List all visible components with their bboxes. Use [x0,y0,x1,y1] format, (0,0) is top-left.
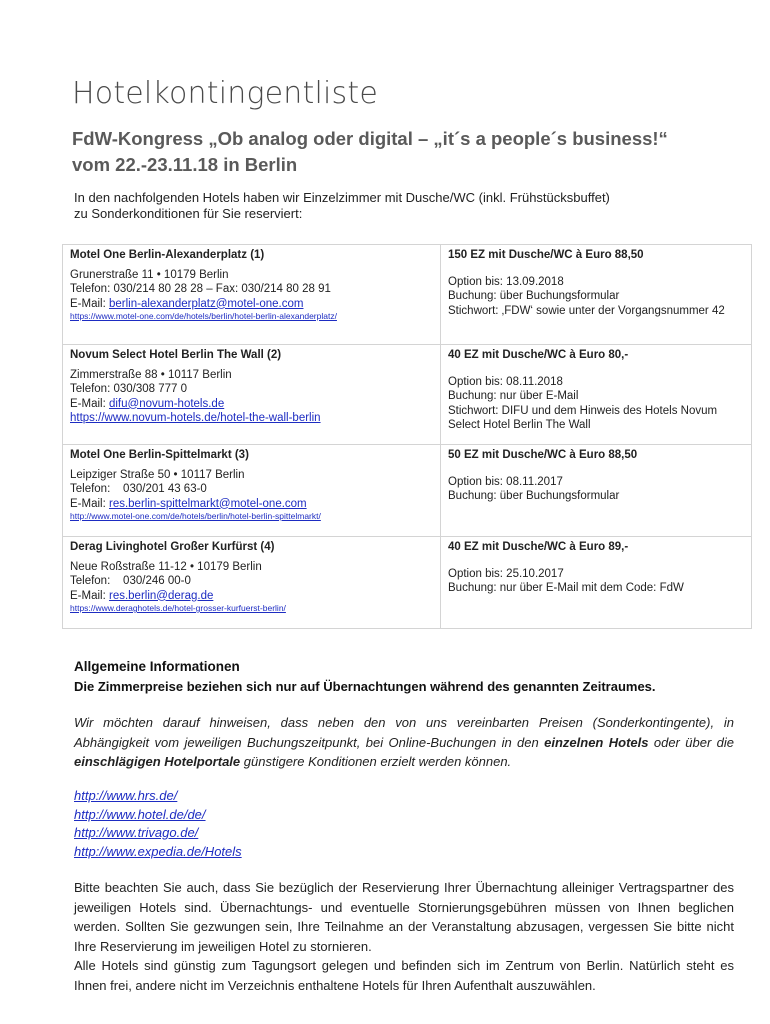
hotel-info-cell [63,345,441,445]
hotel-table [62,244,752,629]
hotel-email-link[interactable]: res.berlin@derag.de [108,589,214,602]
room-offer: 40 EZ mit Dusche/WC à Euro 89,- [448,541,629,553]
hotel-email-line [70,497,434,512]
room-offer: 150 EZ mit Dusche/WC à Euro 88,50 [448,249,644,261]
reservation-notes [74,878,734,995]
subtitle-line-1: FdW-Kongress „Ob analog oder digital – „it´s a people´s business!“ [72,128,668,149]
hotel-row [63,345,752,445]
hotel-rate-cell [441,345,752,445]
room-offer: 40 EZ mit Dusche/WC à Euro 80,- [448,349,629,361]
page-title: Hotelkontingentliste [72,76,379,111]
hotel-info-cell [63,537,441,629]
price-notice-emphasis-1: einzelnen Hotels [544,734,649,750]
option-date: Option bis: 08.11.2018 [448,375,563,388]
price-notice-text-2: oder über die [648,734,734,750]
price-notice-emphasis-2: einschlägigen Hotelportale [74,754,241,769]
booking-method: Buchung: nur über E-Mail mit dem Code: FdW [448,582,684,594]
hotel-email-line [70,589,434,604]
email-label: E-Mail: [70,589,109,602]
general-info-heading: Allgemeine Informationen [74,659,240,674]
email-label: E-Mail: [70,397,109,410]
hotel-website-link[interactable]: http://www.motel-one.com/de/hotels/berlin/hotel-berlin-spittelmarkt/ [70,511,321,521]
hotel-address: Neue Roßstraße 11-12 • 10179 Berlin [70,560,262,573]
booking-keyword: Stichwort: ‚FDW‘ sowie unter der Vorgangsnummer 42 [448,304,725,317]
hotel-info-cell [63,245,441,345]
hotel-phone: Telefon: 030/246 00-0 [70,575,191,587]
hotel-rate-cell [441,245,752,345]
subtitle-line-2: vom 22.-23.11.18 in Berlin [72,154,298,175]
location-paragraph: Alle Hotels sind günstig zum Tagungsort gelegen und befinden sich im Zentrum von Berlin. Natürlich steht es Ihnen frei, andere nicht im Verzeichnis enthaltene Hotels für Ihren Aufenthalt auszuwählen. [74,958,734,993]
hotel-name: Motel One Berlin-Alexanderplatz (1) [70,249,265,261]
price-notice-text-1: Wir möchten darauf hinweisen, dass neben den von uns vereinbarten Preisen (Sonderkontingente), in Abhängigkeit vom jeweiligen Buchungszeitpunkt, bei Online-Buchungen in den [74,715,734,750]
portal-link-expedia[interactable]: http://www.expedia.de/Hotels [74,843,242,859]
hotel-email-line [70,297,434,312]
event-subtitle [72,126,752,178]
hotel-name: Motel One Berlin-Spittelmarkt (3) [70,449,249,461]
hotel-website-link[interactable]: https://www.motel-one.com/de/hotels/berlin/hotel-berlin-alexanderplatz/ [70,311,337,321]
hotel-email-link[interactable]: difu@novum-hotels.de [108,397,225,410]
reservation-paragraph: Bitte beachten Sie auch, dass Sie bezüglich der Reservierung Ihrer Übernachtung alleiniger Vertragspartner des jeweiligen Hotels sind. Übernachtungs- und eventuelle Stornierungsgebühren müssen von Ihnen beglichen werden. Sollten Sie gezwungen sein, Ihre Teilnahme an der Veranstaltung abzusagen, vergessen Sie bitte nicht Ihre Reservierung im jeweiligen Hotel zu stornieren. [74,880,734,954]
general-info-subheading: Die Zimmerpreise beziehen sich nur auf Übernachtungen während des genannten Zeitraumes. [74,679,656,694]
hotel-name: Derag Livinghotel Großer Kurfürst (4) [70,541,275,553]
hotel-rate-cell [441,537,752,629]
price-notice-text-3: günstigere Konditionen erzielt werden können. [240,754,512,769]
hotel-email-line [70,397,434,412]
booking-method: Buchung: über Buchungsformular [448,490,620,502]
booking-method: Buchung: nur über E-Mail [448,390,579,402]
hotel-row [63,537,752,629]
hotel-email-link[interactable]: res.berlin-spittelmarkt@motel-one.com [108,497,307,510]
portal-link-hrs[interactable]: http://www.hrs.de/ [74,788,178,803]
room-offer: 50 EZ mit Dusche/WC à Euro 88,50 [448,449,638,461]
portal-link-trivago[interactable]: http://www.trivago.de/ [74,825,199,841]
option-date: Option bis: 25.10.2017 [448,567,564,580]
intro-text [74,190,754,222]
intro-line-1: In den nachfolgenden Hotels haben wir Einzelzimmer mit Dusche/WC (inkl. Frühstücksbuffet) [74,190,610,205]
hotel-email-link[interactable]: berlin-alexanderplatz@motel-one.com [108,297,304,310]
hotel-website-link[interactable]: https://www.deraghotels.de/hotel-grosser-kurfuerst-berlin/ [70,603,286,613]
booking-keyword: Stichwort: DIFU und dem Hinweis des Hotels Novum Select Hotel Berlin The Wall [448,404,718,431]
email-label: E-Mail: [70,497,109,510]
option-date: Option bis: 13.09.2018 [448,275,564,288]
hotel-row [63,245,752,345]
hotel-rate-cell [441,445,752,537]
hotel-info-cell [63,445,441,537]
price-notice-paragraph [74,713,734,772]
option-date: Option bis: 08.11.2017 [448,475,563,488]
hotel-address: Grunerstraße 11 • 10179 Berlin [70,268,229,281]
hotel-phone: Telefon: 030/201 43 63-0 [70,483,207,495]
hotel-phone: Telefon: 030/308 777 0 [70,383,188,395]
hotel-portal-links [74,787,242,861]
portal-link-hotel-de[interactable]: http://www.hotel.de/de/ [74,806,206,822]
hotel-row [63,445,752,537]
hotel-phone: Telefon: 030/214 80 28 28 – Fax: 030/214 80 28 91 [70,283,331,295]
hotel-name: Novum Select Hotel Berlin The Wall (2) [70,349,282,361]
hotel-website-link[interactable]: https://www.novum-hotels.de/hotel-the-wall-berlin [70,412,321,424]
email-label: E-Mail: [70,297,109,310]
hotel-address: Zimmerstraße 88 • 10117 Berlin [70,368,232,381]
booking-method: Buchung: über Buchungsformular [448,290,620,302]
hotel-address: Leipziger Straße 50 • 10117 Berlin [70,468,245,481]
intro-line-2: zu Sonderkonditionen für Sie reserviert: [74,206,303,221]
